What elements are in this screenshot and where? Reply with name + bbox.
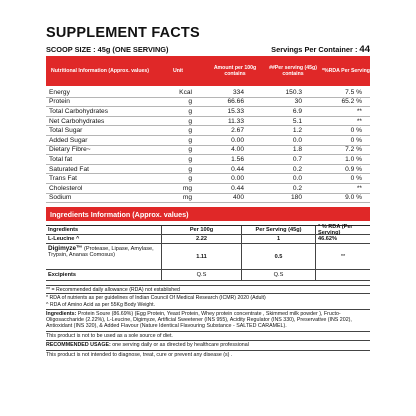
- table-row: [46, 146, 370, 156]
- footnotes: [46, 285, 370, 309]
- nutrient-serving: 150.3: [285, 88, 302, 96]
- nutrient-unit: g: [188, 165, 192, 173]
- leucine-footnote: ^ RDA of Amino Acid as per 55Kg Body Weight.: [46, 301, 370, 309]
- table-row: [46, 88, 370, 98]
- nutrient-unit: g: [188, 117, 192, 125]
- table-row: [46, 244, 370, 270]
- nutrient-per100: 334: [232, 88, 244, 96]
- table-row: [46, 98, 370, 108]
- nutrient-per100: 400: [232, 194, 244, 202]
- nutrient-serving: 5.1: [292, 117, 302, 125]
- nutrient-unit: g: [188, 98, 192, 106]
- digimyze-rda: **: [340, 253, 346, 260]
- nutrient-rda: 0.9 %: [345, 165, 362, 173]
- ingredients-table-header: [46, 226, 370, 235]
- nutrient-name: Energy: [49, 88, 70, 96]
- nutrient-rda: 7.2 %: [345, 146, 362, 154]
- col-header-nutrient: Nutritional Information (Approx. values): [51, 67, 149, 74]
- excipients-name: Excipients: [46, 270, 162, 281]
- table-row: [46, 194, 370, 204]
- ingredients-list: [46, 310, 370, 332]
- nutrient-rda: 7.5 %: [345, 88, 362, 96]
- nutrient-rda: 0 %: [350, 175, 362, 183]
- nutrient-name: Total Carbohydrates: [49, 107, 109, 115]
- sole-source-warning: This product is not to be used as a sole source of diet.: [46, 332, 370, 341]
- nutrient-rda: 1.0 %: [345, 155, 362, 163]
- nutrient-per100: 2.67: [231, 127, 244, 135]
- digimyze-brand: Digimyze™: [48, 244, 83, 252]
- servings-label: Servings Per Container :: [271, 44, 358, 54]
- nutrient-name: Total fat: [49, 155, 73, 163]
- nutrient-name: Total Sugar: [49, 127, 83, 135]
- table-row: [46, 270, 370, 281]
- panel-title: SUPPLEMENT FACTS: [46, 25, 200, 41]
- nutrient-rda: **: [356, 184, 362, 192]
- excipients-per100: Q.S: [162, 270, 242, 281]
- nutrition-table-body: [46, 88, 370, 203]
- nutrient-per100: 66.66: [227, 98, 244, 106]
- table-row: [46, 165, 370, 175]
- nutrient-unit: g: [188, 127, 192, 135]
- nutrient-serving: 6.9: [292, 107, 302, 115]
- ingredients-text: Protein Soure (86.69%) (Egg Protein, Yeast Protein, Whey protein concentrate , Skimmed milk powder ), Fructo-Oligosaccharide (2.22%), L-Leucine, Digimyze, Artificial Sweetener (INS 955), Acidity Regulator (INS 330), Preservative (INS 202), Antioxidant (INS 320), & Added Flavour (Nature Identical Flavouring Substance - SALTED CARAMEL).: [46, 310, 352, 330]
- nutrient-per100: 4.00: [231, 146, 244, 154]
- nutrient-rda: **: [356, 107, 362, 115]
- table-row: [46, 126, 370, 136]
- excipients-rda: [316, 270, 370, 281]
- servings-value: 44: [359, 43, 370, 55]
- nutrient-rda: 65.2 %: [341, 98, 362, 106]
- nutrient-name: Sodium: [49, 194, 72, 202]
- table-row: [46, 107, 370, 117]
- nutrient-unit: g: [188, 146, 192, 154]
- col-header-rda: *%RDA Per Serving: [322, 67, 370, 74]
- nutrient-serving: 0.7: [292, 155, 302, 163]
- nutrient-per100: 0.00: [231, 136, 244, 144]
- nutrient-per100: 0.44: [231, 165, 244, 173]
- nutrient-serving: 0.0: [292, 175, 302, 183]
- leucine-serving: 1: [242, 235, 316, 243]
- nutrient-unit: g: [188, 107, 192, 115]
- nutrient-serving: 1.2: [292, 127, 302, 135]
- icmr-footnote: * RDA of nutrients as per guidelines of Indian Council Of Medical Research (ICMR) 2020 (Adult): [46, 294, 266, 301]
- nutrient-unit: g: [188, 175, 192, 183]
- nutrition-table-header: [46, 56, 370, 86]
- nutrient-name: Cholesterol: [49, 184, 83, 192]
- serving-info-row: [46, 43, 370, 55]
- recommended-text: one serving daily or as directed by healthcare professional: [110, 342, 249, 349]
- nutrient-name: Protein: [49, 98, 70, 106]
- digimyze-per100: 1.11: [162, 244, 242, 270]
- scoop-size: SCOOP SIZE : 45g (ONE SERVING): [46, 44, 169, 54]
- nutrient-unit: g: [188, 155, 192, 163]
- table-row: [46, 117, 370, 127]
- servings-per-container: [271, 44, 370, 55]
- table-row: [46, 136, 370, 146]
- nutrient-per100: 0.44: [231, 184, 244, 192]
- nutrient-name: Saturated Fat: [49, 165, 89, 173]
- digimyze-serving: 0.5: [242, 244, 316, 270]
- excipients-serving: Q.S: [242, 270, 316, 281]
- nutrient-per100: 1.56: [231, 155, 244, 163]
- digimyze-components: (Protease, Lipase, Amylase, Trypsin, Ananas Comosus): [48, 245, 154, 259]
- ing-col-serving: Per Serving (45g): [242, 226, 316, 234]
- digimyze-name: [46, 244, 162, 270]
- nutrient-serving: 0.2: [292, 165, 302, 173]
- table-row: [46, 174, 370, 184]
- nutrient-name: Trans Fat: [49, 175, 77, 183]
- nutrient-serving: 1.8: [292, 146, 302, 154]
- ingredients-table: [46, 225, 370, 281]
- nutrient-serving: 30: [294, 98, 302, 106]
- nutrient-name: Net Carbohydrates: [49, 117, 105, 125]
- ing-col-per100: Per 100g: [162, 226, 242, 234]
- supplement-facts-panel: [46, 26, 370, 359]
- nutrient-rda: 0 %: [350, 127, 362, 135]
- nutrient-unit: g: [188, 136, 192, 144]
- ing-col-ingredient: Ingredients: [46, 226, 162, 234]
- nutrient-rda: 9.0 %: [345, 194, 362, 202]
- table-row: [46, 155, 370, 165]
- nutrient-unit: mg: [182, 194, 192, 202]
- nutrient-rda: 0 %: [350, 136, 362, 144]
- nutrient-per100: 0.00: [231, 175, 244, 183]
- nutrient-rda: **: [356, 117, 362, 125]
- nutrient-unit: Kcal: [179, 88, 192, 96]
- recommended-usage: [46, 341, 370, 350]
- nutrient-serving: 0.0: [292, 136, 302, 144]
- col-header-per100: Amount per 100g contains: [213, 64, 257, 77]
- recommended-label: RECOMMENDED USAGE:: [46, 342, 111, 349]
- ingredients-info-bar: Ingredients Information (Approx. values): [46, 207, 370, 221]
- nutrient-per100: 15.33: [227, 107, 244, 115]
- col-header-serving: ##Per serving (45g) contains: [269, 64, 317, 77]
- table-row: [46, 184, 370, 194]
- rda-footnote: ** = Recommended daily allowance (RDA) not established: [46, 285, 370, 294]
- nutrient-unit: mg: [182, 184, 192, 192]
- nutrient-name: Dietary Fibre~: [49, 146, 91, 154]
- leucine-name: L-Leucine ^: [46, 235, 162, 243]
- leucine-per100: 2.22: [162, 235, 242, 243]
- disclaimer: This product is not intended to diagnose, treat, cure or prevent any disease (s) .: [46, 351, 233, 358]
- leucine-rda: 46.62%: [318, 236, 337, 243]
- ingredients-label: Ingredients:: [46, 310, 77, 317]
- nutrient-name: Added Sugar: [49, 136, 88, 144]
- nutrient-per100: 11.33: [227, 117, 244, 125]
- col-header-unit: Unit: [172, 67, 184, 74]
- nutrient-serving: 180: [290, 194, 302, 202]
- ing-col-rda: * % RDA (Per Serving): [318, 224, 353, 237]
- nutrient-serving: 0.2: [292, 184, 302, 192]
